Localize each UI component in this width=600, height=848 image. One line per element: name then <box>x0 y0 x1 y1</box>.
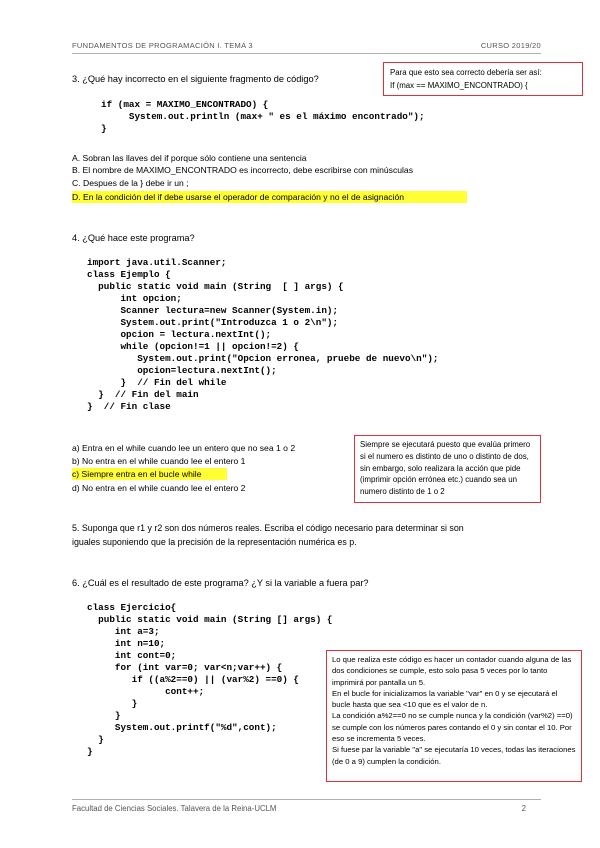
q4-option-d: d) No entra en el while cuando lee el entero 2 <box>72 483 246 493</box>
footer-divider <box>72 799 541 800</box>
q6-code-block: class Ejercicio{ public static void main (String [] args) { int a=3; int n=10; int cont=0; for (int var=0; var<n;var++) { if ((a%2==0) || (var%2) ==0) { cont++; } } System.out.printf("%d",cont); } } <box>87 602 333 757</box>
q3-note-line1: Para que esto sea correcto debería ser así: <box>390 68 542 77</box>
footer-faculty: Facultad de Ciencias Sociales. Talavera de la Reina-UCLM <box>72 804 277 813</box>
q3-option-c: C. Despues de la } debe ir un ; <box>72 178 189 188</box>
q4-question: 4. ¿Qué hace este programa? <box>72 233 195 243</box>
q5-line1: 5. Suponga que r1 y r2 son dos números reales. Escriba el código necesario para determinar si son <box>72 523 464 533</box>
page-number: 2 <box>521 804 526 813</box>
q4-option-a: a) Entra en el while cuando lee un entero que no sea 1 o 2 <box>72 443 296 453</box>
q3-option-d: D. En la condición del if debe usarse el operador de comparación y no el de asignación <box>72 191 467 203</box>
q3-option-a: A. Sobran las llaves del if porque sólo contiene una sentencia <box>72 153 307 163</box>
course-label: CURSO <box>480 41 512 50</box>
q3-note-line2: If (max == MAXIMO_ENCONTRADO) { <box>390 81 528 90</box>
q4-code-block: import java.util.Scanner; class Ejemplo { public static void main (String [ ] args) { int opcion; Scanner lectura=new Scanner(System.in); System.out.print("Introduzca 1 o 2\n"); opcion = lectura.nextInt(); while (opcion!=1 || opcion!=2) { System.out.print("Opcion erronea, pruebe de nuevo\n"); opcion=lectura.nextInt(); } // Fin del while } // Fin del main } // Fin clase <box>87 257 439 412</box>
q3-question: 3. ¿Qué hay incorrecto en el siguiente fragmento de código? <box>72 74 319 84</box>
q4-option-b: b) No entra en el while cuando lee el entero 1 <box>72 456 246 466</box>
q3-code-block: if (max = MAXIMO_ENCONTRADO) { System.out.println (max+ " es el máximo encontrado"); } <box>101 99 425 134</box>
header-divider <box>72 53 541 54</box>
course-year: 2019/20 <box>511 41 541 50</box>
q6-question: 6. ¿Cuál es el resultado de este programa? ¿Y si la variable a fuera par? <box>72 578 369 588</box>
q3-answer-note <box>383 62 583 96</box>
q4-answer-note: Siempre se ejecutará puesto que evalúa primero si el numero es distinto de uno o distinto de dos, sin embargo, solo realizara la acción que pide (imprimir opción errónea etc.) cuando sea un numero distinto de 1 o 2 <box>354 435 541 503</box>
q6-answer-note: Lo que realiza este código es hacer un contador cuando alguna de las dos condiciones se cumple, esto solo pasa 5 veces por lo tanto imprimirá por pantalla un 5. En el bucle for inicializamos la variable "var" en 0 y se ejecutará el bucle hasta que sea <10 que es el valor de n. La condición a%2==0 no se cumple nunca y la condición (var%2) ==0) se cumple con los números pares contando el 0 y sin contar el 10. Por eso se incrementa 5 veces. Si fuese par la variable "a" se ejecutaría 10 veces, todas las iteraciones (de 0 a 9) cumplen la condición. <box>326 650 582 782</box>
page-header-title: FUNDAMENTOS DE PROGRAMACIÓN I. TEMA 3 <box>72 41 253 50</box>
q4-option-c: c) Siempre entra en el bucle while <box>72 468 227 480</box>
q3-option-b: B. El nombre de MAXIMO_ENCONTRADO es incorrecto, debe escribirse con minúsculas <box>72 165 414 175</box>
q5-line2: iguales suponiendo que la precisión de la representación numérica es p. <box>72 537 357 547</box>
page-header-course <box>481 41 541 50</box>
